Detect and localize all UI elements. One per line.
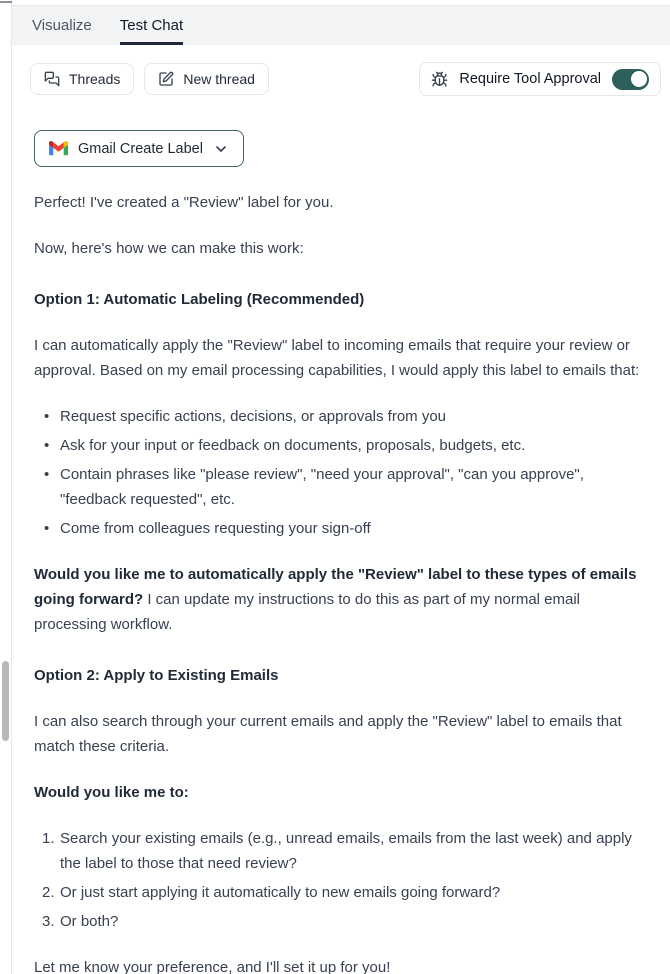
list-item-text: Search your existing emails (e.g., unread emails, emails from the last week) and apply the label to those that need review? <box>60 830 632 872</box>
paragraph: Perfect! I've created a "Review" label for you. <box>34 194 334 211</box>
emphasis: Would you like me to: <box>34 784 189 801</box>
new-thread-button[interactable] <box>144 63 269 95</box>
number: 2. <box>42 884 55 901</box>
option-1-heading: Option 1: Automatic Labeling (Recommended) <box>34 291 365 308</box>
toggle-knob <box>631 71 647 87</box>
require-tool-approval-label: Require Tool Approval <box>459 71 601 87</box>
toolcall-label: Gmail Create Label <box>78 140 203 157</box>
list-item <box>34 909 640 934</box>
numbered-list <box>34 826 640 934</box>
compose-icon <box>158 71 174 87</box>
list-item <box>34 516 640 541</box>
list-item-text: Or both? <box>60 913 119 930</box>
assistant-message <box>12 167 670 974</box>
bullet: • <box>44 408 50 425</box>
threads-icon <box>44 71 60 87</box>
require-tool-approval-toggle[interactable] <box>612 69 649 90</box>
list-item-text: Request specific actions, decisions, or approvals from you <box>60 408 447 425</box>
number: 3. <box>42 913 55 930</box>
paragraph: I can also search through your current emails and apply the "Review" label to emails that match these criteria. <box>34 713 622 755</box>
bullet: • <box>44 466 50 483</box>
emphasis: Would you like me to automatically apply the "Review" label to these types of emails going forward? <box>34 566 637 608</box>
paragraph: Let me know your preference, and I'll set it up for you! <box>34 959 391 974</box>
new-thread-label: New thread <box>183 71 255 87</box>
chat-toolbar <box>12 45 670 96</box>
list-item <box>34 404 640 429</box>
tab-bar <box>12 5 670 45</box>
list-item-text: Contain phrases like "please review", "need your approval", "can you approve", "feedback requested", etc. <box>60 466 584 508</box>
number: 1. <box>42 830 55 847</box>
paragraph: I can automatically apply the "Review" label to incoming emails that require your review or approval. Based on my email processing capabilities, I would apply this label to emails that: <box>34 337 640 379</box>
require-tool-approval-group <box>419 62 661 96</box>
list-item-text: Or just start applying it automatically to new emails going forward? <box>60 884 501 901</box>
chevron-down-icon <box>213 141 229 157</box>
list-item-text: Come from colleagues requesting your sign-off <box>60 520 371 537</box>
list-item <box>34 826 640 876</box>
option-2-heading: Option 2: Apply to Existing Emails <box>34 667 279 684</box>
threads-label: Threads <box>69 71 121 87</box>
bullet-list <box>34 404 640 541</box>
list-item <box>34 433 640 458</box>
paragraph: Now, here's how we can make this work: <box>34 240 304 257</box>
scrollbar-thumb[interactable] <box>2 661 9 741</box>
paragraph-text: I can update my instructions to do this as part of my normal email processing workflow. <box>34 591 581 633</box>
left-gutter <box>0 0 12 974</box>
bug-icon <box>431 71 448 88</box>
tab-test-chat[interactable]: Test Chat <box>120 6 183 45</box>
panel-divider <box>0 1 12 3</box>
threads-button[interactable] <box>30 63 134 95</box>
gmail-create-label-toolcall[interactable] <box>34 130 244 167</box>
paragraph <box>34 780 640 805</box>
gmail-icon <box>49 141 68 155</box>
bullet: • <box>44 437 50 454</box>
list-item <box>34 462 640 512</box>
bullet: • <box>44 520 50 537</box>
tab-visualize[interactable]: Visualize <box>32 17 92 34</box>
list-item <box>34 880 640 905</box>
list-item-text: Ask for your input or feedback on documents, proposals, budgets, etc. <box>60 437 526 454</box>
paragraph <box>34 562 640 637</box>
